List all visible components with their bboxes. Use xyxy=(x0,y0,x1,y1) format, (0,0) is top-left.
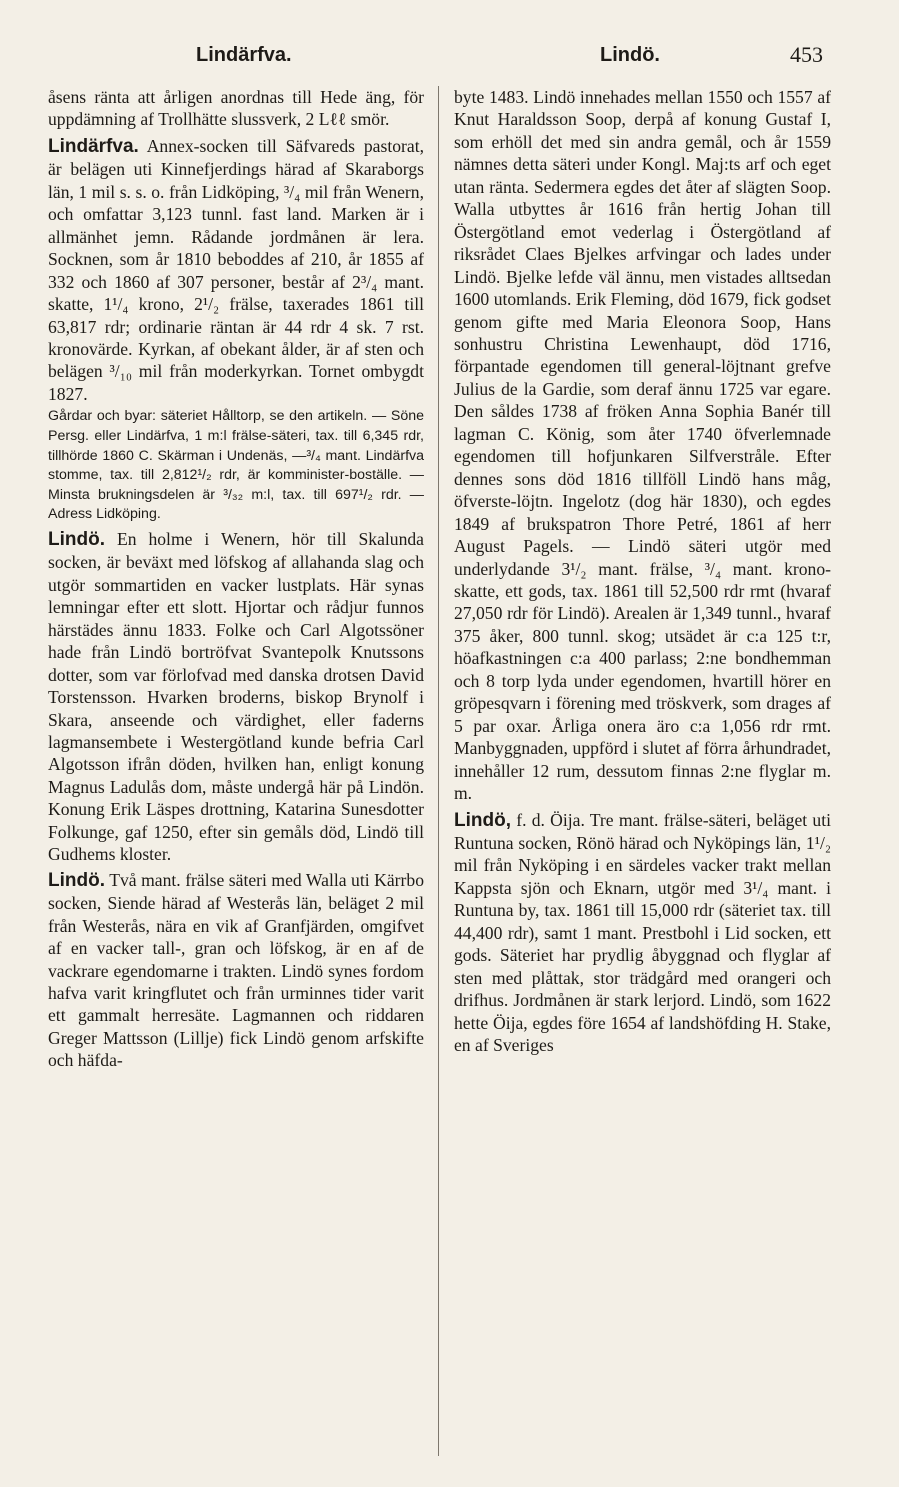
page-number: 453 xyxy=(790,42,823,67)
lemma-lindo-2: Lindö. xyxy=(48,869,105,891)
lemma-lindo-1: Lindö. xyxy=(48,528,105,550)
lemma-lindarfva: Lindärfva. xyxy=(48,135,139,157)
paragraph-asens: åsens ränta att årligen anordnas till Hede äng, för uppdämning af Trollhätte slussverk, 2 Lℓℓ smör. xyxy=(48,87,424,130)
paragraph-lindo-history: byte 1483. Lindö innehades mellan 1550 och 1557 af Knut Haraldsson Soop, derpå af konung Gustaf I, som erhöll det med sin andra gemål, och år 1559 nämnes detta säteri under Kongl. Maj:ts arf och eget utan ränta. Sedermera egdes det åter af slägten Soop. Walla utbyttes år 1616 från hertig Johan till Östergötland emot vederlag i Östergötland af riksrådet Claes Bjelkes arfvingar och lades under Lindö. Bjelke lefde väl ännu, men vistades alltsedan 1600 utomlands. Erik Fleming, död 1679, fick godset genom gifte med Maria Eleonora Soop, Hans sonhustru Christina Lewenhaupt, död 1716, förpantade egendomen till general-löjtnant grefve Julius de la Gardie, som deraf ännu 1725 var egare. Den såldes 1738 af fröken Anna Sophia Banér till lagman C. König, som åter 1740 öfverlemnade egendomen till hofjunkaren Silfverstråle. Efter dennes sons död 1816 tillföll Lindö hans måg, öfverste-löjtn. Ingelotz (dog här 1830), och egdes 1849 af brukspatron Thore Petré, 1861 af herr August Pagels. — Lindö säteri utgör med underlydande 3¹/₂ mant. frälse, ³/₄ mant. krono-skatte, ett gods, tax. 1861 till 52,500 rdr rmt (hvaraf 27,050 rdr för Lindö). Arealen är 1,349 tunnl., hvaraf 375 åker, 800 tunnl. skog; utsädet är c:a 125 t:r, höafkastningen c:a 400 parlass; 2:ne bondhemman och 8 torp lyda under egendomen, hvartill hörer en gröpesqvarn i förening med tröskverk, som drages af 5 par oxar. Årliga onera äro c:a 1,056 rdr rmt. Manbyggnaden, uppförd i slutet af förra århundradet, innehåller 12 rum, dessutom finnas 2:ne flyglar m. m. xyxy=(454,87,831,804)
lemma-lindo-3: Lindö, xyxy=(454,809,511,831)
entry-lindo-oija xyxy=(454,809,831,1057)
entry-lindo-oija-text: f. d. Öija. Tre mant. frälse-säteri, beläget uti Runtuna socken, Rönö härad och Nyköpings län, 1¹/₂ mil från Nyköping i en särdeles vacker trakt mellan Kappsta sjön och Eknarn, utgör med 3¹/₄ mant. i Runtuna by, tax. 1861 till 15,000 rdr (säteriet tax. till 44,400 rdr), samt 1 mant. Prestbohl i Lid socken, ett gods. Säteriet har prydlig åbyggnad och flyglar af sten med plåttak, stor trädgård med orangeri och drifhus. Jordmånen är stark lerjord. Lindö, som 1622 hette Öija, egdes före 1654 af landshöfding H. Stake, en af Sveriges xyxy=(454,809,831,1056)
entry-lindo-karrbo-text: Två mant. frälse säteri med Walla uti Kärrbo socken, Siende härad af Westerås län, beläget 2 mil från Westerås, nära en vik af Granfjärden, omgifvet af en vacker tall-, gran och löfskog, är en af de vackrare egendomarne i trakten. Lindö synes fordom hafva varit kringflutet och från urminnes tider varit ett gammalt herresäte. Lagmannen och riddaren Greger Mattsson (Lillje) fick Lindö genom arfskifte och häfda- xyxy=(48,869,424,1071)
entry-lindarfva xyxy=(48,135,424,405)
column-divider xyxy=(438,86,439,1456)
entry-lindo-wenern xyxy=(48,528,424,866)
right-column xyxy=(454,86,831,1056)
left-column xyxy=(48,86,424,1072)
entry-lindo-karrbo xyxy=(48,869,424,1072)
running-header xyxy=(0,44,899,70)
entry-lindo-wenern-text: En holme i Wenern, hör till Skalunda socken, är beväxt med löfskog af allahanda slag och utgör sommartiden en vacker lustplats. Här synas lemningar efter ett slott. Hjortar och rådjur funnos härstädes ännu 1833. Folke och Carl Algotssöner hade från Lindö bortröfvat Svantepolk Knutssons dotter, som var förlofvad med danska drotsen David Torstensson. Hvarken broderns, biskop Brynolf i Skara, anseende och värdighet, eller faderns lagmansembete i Westergötland kunde befria Carl Algotsson ifrån döden, hvilken han, enligt konung Magnus Ladulås dom, måste undergå här på Lindön. Konung Erik Läspes drottning, Katarina Sunesdotter Folkunge, gaf 1250, efter sin gemåls död, Lindö till Gudhems kloster. xyxy=(48,528,424,865)
header-left-word: Lindärfva. xyxy=(196,44,292,66)
entry-lindarfva-text: Annex-socken till Säfvareds pastorat, är belägen uti Kinnefjerdings härad af Skaraborgs län, 1 mil s. s. o. från Lidköping, ³/₄ mil från Wenern, och omfattar 3,123 tunnl. fast land. Marken är i allmänhet jemn. Rådande jordmånen är lera. Socknen, som år 1810 beboddes af 210, år 1855 af 332 och 1860 af 307 personer, består af 2³/₄ mant. skatte, 1¹/₄ krono, 2¹/₂ frälse, taxerades 1861 till 63,817 rdr; ordinarie räntan är 44 rdr 4 sk. 7 rst. kronovärde. Kyrkan, af obekant ålder, är af sten och belägen ³/₁₀ mil från moderkyrkan. Tornet ombygdt 1827. xyxy=(48,135,424,404)
header-right-word: Lindö. xyxy=(600,44,660,66)
farms-note: Gårdar och byar: säteriet Hålltorp, se den artikeln. — Söne Persg. eller Lindärfva, 1 m:l frälse-säteri, tax. till 6,345 rdr, tillhörde 1860 C. Skärman i Undenäs, —³/₄ mant. Lindärfva stomme, tax. till 2,812¹/₂ rdr, är komminister-boställe. — Minsta brukningsdelen är ³/₃₂ m:l, tax. till 697¹/₂ rdr. — Adress Lidköping. xyxy=(48,408,424,523)
